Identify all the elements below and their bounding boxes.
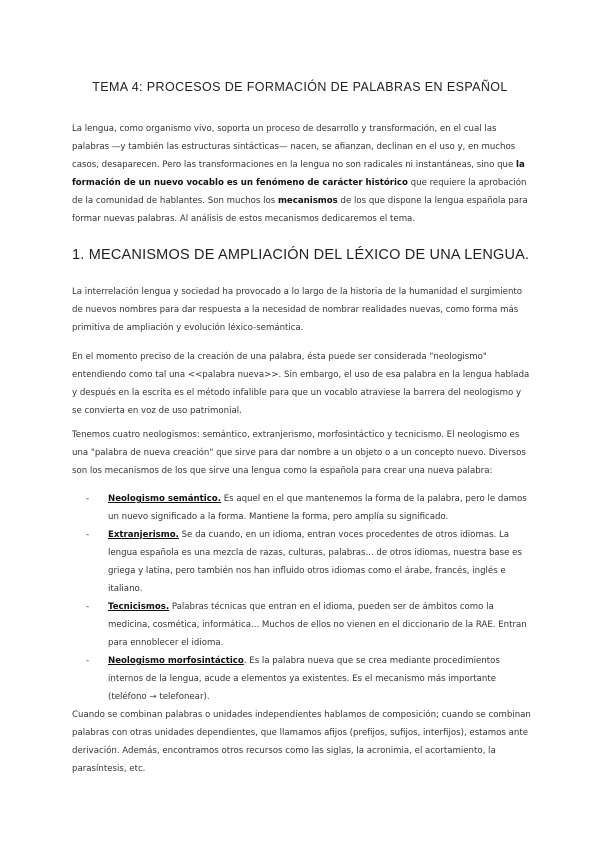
neologism-list [72,490,532,706]
list-item-text: Se da cuando, en un idioma, entran voces procedentes de otros idiomas. La lengua española es una mezcla de razas, culturas, palabras... de otros idiomas, nuestra base es griega y latina, pero también nos han influido otros idiomas como el árabe, francés, inglés e italiano. [108,530,522,594]
list-item [72,490,532,526]
intro-text-3: de los que dispone la lengua española para formar nuevas palabras. Al análisis de estos mecanismos dedicaremos el tema. [72,196,528,224]
list-dash: - [86,602,90,612]
list-item [72,652,532,706]
list-dash: - [86,656,90,666]
intro-bold-1: la formación de un nuevo vocablo es un fenómeno de carácter histórico [72,160,525,188]
intro-text-1: La lengua, como organismo vivo, soporta un proceso de desarrollo y transformación, en el cual las palabras —y también las estructuras sintácticas— nacen, se afianzan, declinan en el uso y, en muchos casos, desaparecen. Pero las transformaciones en la lengua no son radicales ni instantáneas, sino que [72,124,516,170]
list-dash: - [86,494,90,504]
list-dash: - [86,530,90,540]
intro-text-2: que requiere la aprobación de la comunidad de hablantes. Son muchos los [72,178,527,206]
list-item-term: Neologismo semántico. [108,494,221,504]
list-item-text: . Es la palabra nueva que se crea mediante procedimientos internos de la lengua, acude a elementos ya existentes. Es el mecanismo más importante (teléfono → telefonear). [108,656,500,702]
list-item-text: Es aquel en el que mantenemos la forma de la palabra, pero le damos un nuevo significado a la forma. Mantiene la forma, pero amplía su significado. [108,494,527,522]
list-item-term: Tecnicismos. [108,602,170,612]
list-item-term: Neologismo morfosintáctico [108,656,244,666]
document-title: TEMA 4: PROCESOS DE FORMACIÓN DE PALABRAS EN ESPAÑOL [92,80,508,94]
section-paragraph-4: Cuando se combinan palabras o unidades independientes hablamos de composición; cuando se combinan palabras con otras unidades dependientes, que llamamos afijos (prefijos, sufijos, interfijos), estamos ante derivación. Además, encontramos otros recursos como las siglas, la acronimia, el acortamiento, la parasíntesis, etc. [72,710,531,774]
intro-bold-2: mecanismos [277,196,338,206]
list-item-text: Palabras técnicas que entran en el idioma, pueden ser de ámbitos como la medicina, cosmética, informática... Muchos de ellos no vienen en el diccionario de la RAE. Entran para ennoblecer el idioma. [108,602,527,648]
section-paragraph-1: La interrelación lengua y sociedad ha provocado a lo largo de la historia de la humanidad el surgimiento de nuevos nombres para dar respuesta a la necesidad de nombrar realidades nuevas, como forma más primitiva de ampliación y evolución léxico-semántica. [72,287,523,333]
list-item [72,598,532,652]
list-item-term: Extranjerismo. [108,530,179,540]
section-heading: 1. MECANISMOS DE AMPLIACIÓN DEL LÉXICO DE UNA LENGUA. [72,247,530,263]
list-item [72,526,532,598]
section-paragraph-2: En el momento preciso de la creación de una palabra, ésta puede ser considerada "neologismo" entendiendo como tal una <<palabra nueva>>. Sin embargo, el uso de esa palabra en la lengua hablada y después en la escrita es el método infalible para que un vocablo atraviese la barrera del neologismo y se convierta en voz de uso patrimonial. [72,352,530,416]
section-paragraph-3: Tenemos cuatro neologismos: semántico, extranjerismo, morfosintáctico y tecnicismo. El neologismo es una "palabra de nueva creación" que sirve para dar nombre a un objeto o a un concepto nuevo. Diversos son los mecanismos de los que sirve una lengua como la española para crear una nueva palabra: [72,430,526,476]
intro-paragraph [72,120,532,228]
